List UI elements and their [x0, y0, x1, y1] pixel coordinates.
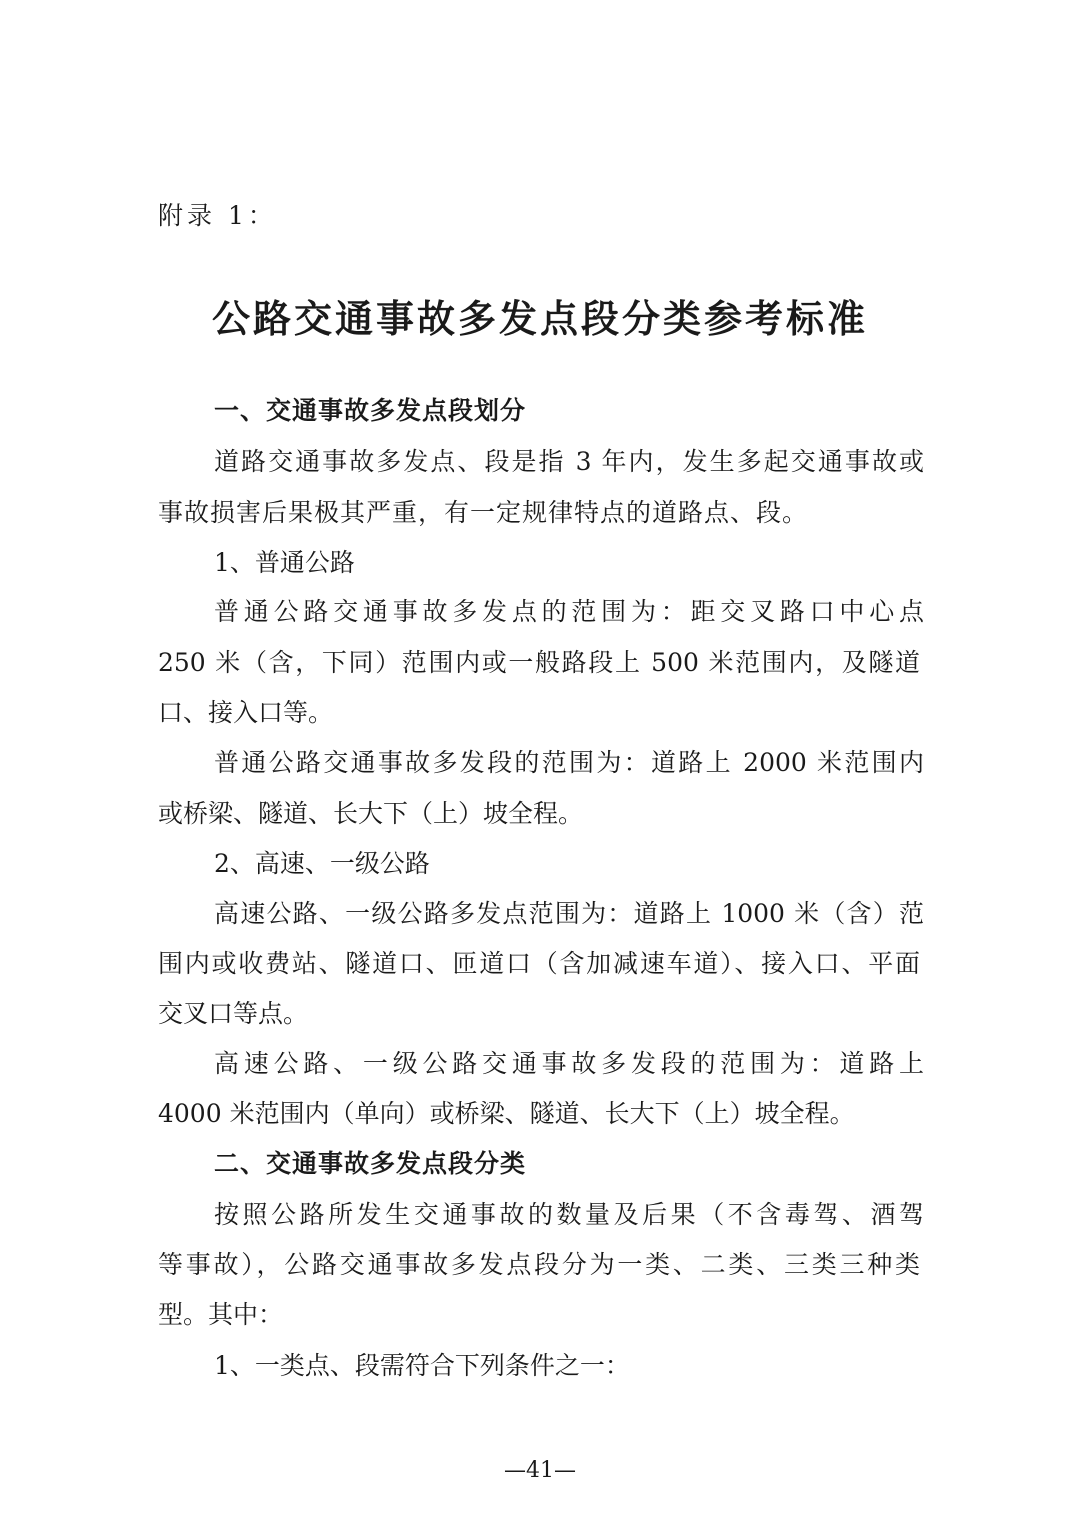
page-number: —41— — [504, 1458, 576, 1483]
subsection-2-para1-line: 交叉口等点。 — [158, 999, 309, 1028]
subsection-2-para1-line: 高速公路、一级公路多发点范围为：道路上 1000 米（含）范 — [214, 899, 924, 928]
section-2-intro-line: 等事故），公路交通事故多发点段分为一类、二类、三类三种类 — [158, 1250, 920, 1279]
subsection-2-heading: 2、高速、一级公路 — [214, 849, 430, 878]
document-title: 公路交通事故多发点段分类参考标准 — [211, 296, 868, 341]
section-1-intro-line: 道路交通事故多发点、段是指 3 年内，发生多起交通事故或 — [214, 447, 924, 476]
subsection-1-para1-line: 口、接入口等。 — [158, 698, 334, 727]
section-2-intro-line: 型。其中： — [158, 1300, 284, 1329]
subsection-2-para2-line: 4000 米范围内（单向）或桥梁、隧道、长大下（上）坡全程。 — [158, 1099, 855, 1128]
subsection-1-para2-line: 或桥梁、隧道、长大下（上）坡全程。 — [158, 799, 584, 828]
subsection-1-para2-line: 普通公路交通事故多发段的范围为：道路上 2000 米范围内 — [214, 748, 924, 777]
subsection-1-heading: 1、普通公路 — [214, 548, 355, 577]
section-2-heading: 二、交通事故多发点段分类 — [214, 1149, 527, 1178]
subsection-2-para2-line: 高速公路、一级公路交通事故多发段的范围为：道路上 — [214, 1049, 924, 1078]
section-2-intro-line: 按照公路所发生交通事故的数量及后果（不含毒驾、酒驾 — [214, 1200, 924, 1229]
section-2-item-1: 1、一类点、段需符合下列条件之一： — [214, 1351, 630, 1380]
appendix-label: 附录 1： — [158, 201, 277, 230]
subsection-1-para1-line: 普通公路交通事故多发点的范围为：距交叉路口中心点 — [214, 597, 924, 626]
subsection-2-para1-line: 围内或收费站、隧道口、匝道口（含加减速车道）、接入口、平面 — [158, 949, 920, 978]
section-1-intro-line: 事故损害后果极其严重，有一定规律特点的道路点、段。 — [158, 498, 809, 527]
section-1-heading: 一、交通事故多发点段划分 — [214, 396, 527, 425]
subsection-1-para1-line: 250 米（含，下同）范围内或一般路段上 500 米范围内，及隧道 — [158, 648, 920, 677]
